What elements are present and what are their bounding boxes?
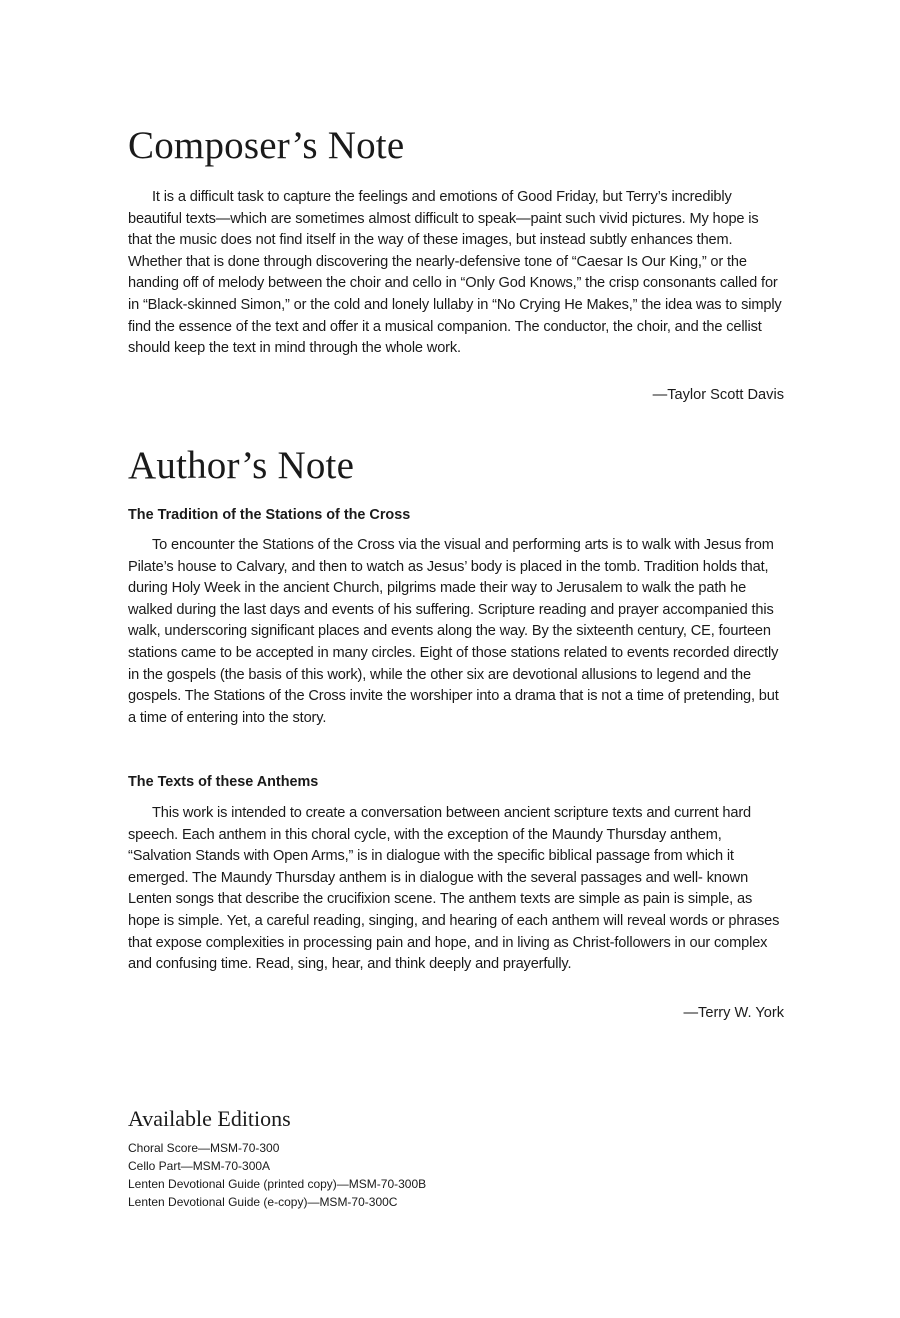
authors-note-heading: Author’s Note xyxy=(128,444,355,487)
editions-heading: Available Editions xyxy=(128,1106,291,1131)
edition-item: Cello Part—MSM-70-300A xyxy=(128,1159,271,1173)
composers-note-paragraph: It is a difficult task to capture the feelings and emotions of Good Friday, but Terry’s incredibly beautiful texts—which are sometimes almost difficult to speak—paint such vivid pictures. My hope is that the music does not find itself in the way of these images, but instead subtly enhances them. Whether that is done through discovering the nearly-defensive tone of “Caesar Is Our King,” or the handing off of melody between the choir and cello in “Only God Knows,” the crisp consonants called for in “Black-skinned Simon,” or the cold and lonely lullaby in “No Crying He Makes,” the idea was to simply find the essence of the text and offer it a musical companion. The conductor, the choir, and the cellist should keep the text in mind through the whole work. xyxy=(128,189,782,357)
texts-paragraph: This work is intended to create a conversation between ancient scripture texts and current hard speech. Each anthem in this choral cycle, with the exception of the Maundy Thursday anthem, “Salvation Stands with Open Arms,” is in dialogue with the specific biblical passage from which it emerged. The Maundy Thursday anthem is in dialogue with the several passages and well- known Lenten songs that describe the crucifixion scene. The anthem texts are simple as pain is simple, as hope is simple. Yet, a careful reading, singing, and hearing of each anthem will reveal words or phrases that expose complexities in processing pain and hope, and in living as Christ-followers in our complex and confusing time. Read, sing, hear, and think deeply and prayerfully. xyxy=(128,805,780,973)
tradition-paragraph: To encounter the Stations of the Cross via the visual and performing arts is to walk with Jesus from Pilate’s house to Calvary, and then to watch as Jesus’ body is placed in the tomb. Tradition holds that, during Holy Week in the ancient Church, pilgrims made their way to Jerusalem to walk the path he walked during the last days and events of his suffering. Scripture reading and prayer accompanied this walk, underscoring significant places and events along the way. By the sixteenth century, CE, fourteen stations came to be accepted in many circles. Eight of those stations related to events recorded directly in the gospels (the basis of this work), while the other six are devotional allusions to legend and the gospels. The Stations of the Cross invite the worshiper into a drama that is not a time of pretending, but a time of entering into the story. xyxy=(128,537,779,726)
edition-item: Lenten Devotional Guide (printed copy)—MSM-70-300B xyxy=(128,1177,427,1191)
author-signature: —Terry W. York xyxy=(683,1005,784,1021)
editions-list xyxy=(128,1139,784,1211)
edition-item: Choral Score—MSM-70-300 xyxy=(128,1141,280,1155)
section-title-texts: The Texts of these Anthems xyxy=(128,774,319,790)
section-title-tradition: The Tradition of the Stations of the Cross xyxy=(128,507,411,523)
edition-item: Lenten Devotional Guide (e-copy)—MSM-70-300C xyxy=(128,1195,398,1209)
composer-signature: —Taylor Scott Davis xyxy=(652,387,784,403)
composers-note-heading: Composer’s Note xyxy=(128,124,405,167)
